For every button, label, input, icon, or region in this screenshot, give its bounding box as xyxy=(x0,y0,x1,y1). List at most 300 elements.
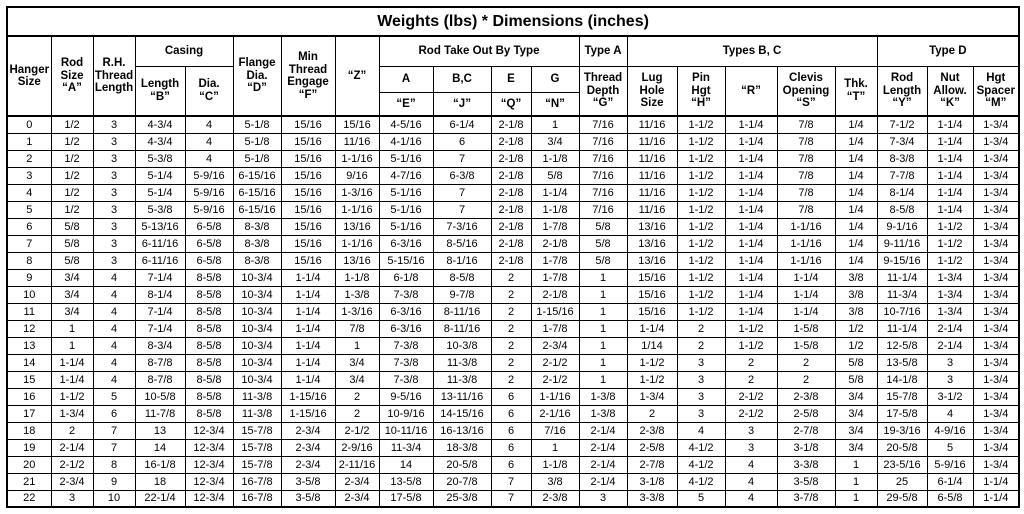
cell-r: 1-1/4 xyxy=(725,150,777,167)
cell-clevis-opening: 1-1/4 xyxy=(777,286,835,303)
cell-min-thread-engage: 1-1/4 xyxy=(281,337,335,354)
table-row xyxy=(7,252,1019,269)
table-row xyxy=(7,269,1019,286)
cell-min-thread-engage: 1-1/4 xyxy=(281,303,335,320)
cell-pin-hgt: 1-1/2 xyxy=(677,201,725,218)
cell-rto-g-n: 2-3/8 xyxy=(531,490,579,507)
table-row xyxy=(7,116,1019,133)
cell-thread-depth: 1 xyxy=(579,303,627,320)
cell-z: 13/16 xyxy=(335,218,379,235)
header-r: “R” xyxy=(725,66,777,116)
cell-z: 2-1/2 xyxy=(335,422,379,439)
cell-rod-length: 23-5/16 xyxy=(877,456,927,473)
cell-rto-a-e: 10-9/16 xyxy=(379,405,433,422)
cell-rod-size: 2-1/2 xyxy=(51,456,93,473)
cell-hanger-size: 16 xyxy=(7,388,51,405)
cell-min-thread-engage: 3-5/8 xyxy=(281,473,335,490)
cell-r: 2-1/2 xyxy=(725,405,777,422)
cell-flange-dia: 6-15/16 xyxy=(233,201,281,218)
header-nut-allow: Nut Allow. “K” xyxy=(927,66,973,116)
cell-casing-dia: 6-5/8 xyxy=(185,218,233,235)
cell-r: 2 xyxy=(725,354,777,371)
cell-casing-length: 10-5/8 xyxy=(135,388,185,405)
cell-r: 1-1/4 xyxy=(725,184,777,201)
cell-casing-dia: 12-3/4 xyxy=(185,439,233,456)
cell-lug-hole-size: 2-7/8 xyxy=(627,456,677,473)
cell-casing-dia: 6-5/8 xyxy=(185,235,233,252)
header-rto-a: A xyxy=(379,66,433,92)
cell-hgt-spacer: 1-3/4 xyxy=(973,337,1019,354)
table-row xyxy=(7,167,1019,184)
cell-thk: 1/4 xyxy=(835,201,877,218)
cell-pin-hgt: 1-1/2 xyxy=(677,133,725,150)
cell-rto-g-n: 1-7/8 xyxy=(531,218,579,235)
cell-clevis-opening: 2-3/8 xyxy=(777,388,835,405)
cell-rod-size: 1-1/4 xyxy=(51,354,93,371)
cell-pin-hgt: 1-1/2 xyxy=(677,286,725,303)
cell-pin-hgt: 5 xyxy=(677,490,725,507)
cell-min-thread-engage: 15/16 xyxy=(281,116,335,133)
cell-clevis-opening: 3-7/8 xyxy=(777,490,835,507)
cell-casing-dia: 8-5/8 xyxy=(185,371,233,388)
cell-rto-a-e: 9-5/16 xyxy=(379,388,433,405)
cell-rto-bc-j: 8-1/16 xyxy=(433,252,491,269)
cell-r: 1-1/4 xyxy=(725,303,777,320)
cell-flange-dia: 6-15/16 xyxy=(233,167,281,184)
cell-r: 1-1/4 xyxy=(725,201,777,218)
header-rto-bc: B,C xyxy=(433,66,491,92)
cell-casing-dia: 12-3/4 xyxy=(185,456,233,473)
cell-thread-depth: 5/8 xyxy=(579,218,627,235)
cell-clevis-opening: 2 xyxy=(777,371,835,388)
cell-r: 2-1/2 xyxy=(725,388,777,405)
cell-nut-allow: 3-1/2 xyxy=(927,388,973,405)
cell-pin-hgt: 1-1/2 xyxy=(677,116,725,133)
cell-rh-thread-length: 3 xyxy=(93,133,135,150)
cell-clevis-opening: 1-1/4 xyxy=(777,303,835,320)
cell-nut-allow: 1-1/4 xyxy=(927,133,973,150)
cell-pin-hgt: 1-1/2 xyxy=(677,218,725,235)
cell-hgt-spacer: 1-3/4 xyxy=(973,439,1019,456)
cell-hgt-spacer: 1-3/4 xyxy=(973,150,1019,167)
cell-flange-dia: 5-1/8 xyxy=(233,133,281,150)
cell-rto-e-q: 2-1/8 xyxy=(491,184,531,201)
cell-pin-hgt: 4 xyxy=(677,422,725,439)
cell-r: 1-1/4 xyxy=(725,116,777,133)
cell-hanger-size: 8 xyxy=(7,252,51,269)
cell-rto-e-q: 6 xyxy=(491,422,531,439)
cell-z: 2-3/4 xyxy=(335,473,379,490)
cell-thread-depth: 2-1/4 xyxy=(579,473,627,490)
cell-rod-length: 11-1/4 xyxy=(877,269,927,286)
cell-flange-dia: 10-3/4 xyxy=(233,354,281,371)
header-rh-thread-length: R.H. Thread Length xyxy=(93,36,135,116)
cell-min-thread-engage: 1-1/4 xyxy=(281,354,335,371)
cell-pin-hgt: 2 xyxy=(677,320,725,337)
cell-thread-depth: 1 xyxy=(579,371,627,388)
cell-rh-thread-length: 6 xyxy=(93,405,135,422)
cell-pin-hgt: 1-1/2 xyxy=(677,252,725,269)
cell-rod-size: 3/4 xyxy=(51,269,93,286)
cell-rto-g-n: 3/8 xyxy=(531,473,579,490)
header-type-d: Type D xyxy=(877,36,1019,66)
cell-casing-dia: 8-5/8 xyxy=(185,286,233,303)
cell-min-thread-engage: 15/16 xyxy=(281,218,335,235)
cell-rto-bc-j: 9-7/8 xyxy=(433,286,491,303)
cell-rto-g-n: 1 xyxy=(531,439,579,456)
cell-flange-dia: 8-3/8 xyxy=(233,252,281,269)
cell-casing-dia: 8-5/8 xyxy=(185,303,233,320)
cell-lug-hole-size: 13/16 xyxy=(627,235,677,252)
cell-min-thread-engage: 1-1/4 xyxy=(281,286,335,303)
cell-hgt-spacer: 1-3/4 xyxy=(973,167,1019,184)
cell-hanger-size: 0 xyxy=(7,116,51,133)
cell-pin-hgt: 2 xyxy=(677,337,725,354)
cell-rto-e-q: 2-1/8 xyxy=(491,218,531,235)
cell-lug-hole-size: 2-3/8 xyxy=(627,422,677,439)
cell-hanger-size: 7 xyxy=(7,235,51,252)
cell-lug-hole-size: 1-1/2 xyxy=(627,371,677,388)
cell-lug-hole-size: 15/16 xyxy=(627,269,677,286)
cell-nut-allow: 6-1/4 xyxy=(927,473,973,490)
cell-rto-a-e: 14 xyxy=(379,456,433,473)
cell-thk: 3/8 xyxy=(835,303,877,320)
header-z: “Z” xyxy=(335,36,379,116)
cell-pin-hgt: 1-1/2 xyxy=(677,303,725,320)
cell-rto-bc-j: 11-3/8 xyxy=(433,371,491,388)
cell-casing-length: 8-7/8 xyxy=(135,371,185,388)
table-row xyxy=(7,473,1019,490)
cell-thread-depth: 7/16 xyxy=(579,167,627,184)
header-rto-g-letter: “N” xyxy=(531,92,579,116)
cell-rod-size: 3/4 xyxy=(51,286,93,303)
cell-thread-depth: 5/8 xyxy=(579,252,627,269)
cell-lug-hole-size: 2 xyxy=(627,405,677,422)
cell-casing-length: 8-1/4 xyxy=(135,286,185,303)
cell-rto-bc-j: 8-5/8 xyxy=(433,269,491,286)
cell-thread-depth: 7/16 xyxy=(579,116,627,133)
cell-min-thread-engage: 15/16 xyxy=(281,150,335,167)
header-rto-a-letter: “E” xyxy=(379,92,433,116)
cell-casing-length: 5-1/4 xyxy=(135,184,185,201)
cell-nut-allow: 1-3/4 xyxy=(927,269,973,286)
cell-z: 15/16 xyxy=(335,116,379,133)
cell-flange-dia: 5-1/8 xyxy=(233,150,281,167)
cell-pin-hgt: 4-1/2 xyxy=(677,456,725,473)
cell-rod-length: 15-7/8 xyxy=(877,388,927,405)
cell-rto-e-q: 2-1/8 xyxy=(491,167,531,184)
cell-lug-hole-size: 11/16 xyxy=(627,150,677,167)
cell-rod-length: 7-3/4 xyxy=(877,133,927,150)
cell-rh-thread-length: 4 xyxy=(93,320,135,337)
cell-hgt-spacer: 1-3/4 xyxy=(973,286,1019,303)
cell-rod-size: 1/2 xyxy=(51,133,93,150)
cell-rod-length: 10-7/16 xyxy=(877,303,927,320)
cell-thk: 1/4 xyxy=(835,116,877,133)
cell-flange-dia: 15-7/8 xyxy=(233,439,281,456)
cell-hanger-size: 15 xyxy=(7,371,51,388)
cell-flange-dia: 10-3/4 xyxy=(233,337,281,354)
cell-casing-length: 7-1/4 xyxy=(135,269,185,286)
cell-rto-bc-j: 13-11/16 xyxy=(433,388,491,405)
cell-min-thread-engage: 2-3/4 xyxy=(281,439,335,456)
cell-clevis-opening: 7/8 xyxy=(777,150,835,167)
cell-rh-thread-length: 10 xyxy=(93,490,135,507)
cell-clevis-opening: 1-1/16 xyxy=(777,252,835,269)
table-row xyxy=(7,490,1019,507)
cell-casing-dia: 8-5/8 xyxy=(185,320,233,337)
cell-min-thread-engage: 1-1/4 xyxy=(281,371,335,388)
cell-lug-hole-size: 13/16 xyxy=(627,218,677,235)
cell-rod-length: 11-3/4 xyxy=(877,286,927,303)
cell-rh-thread-length: 4 xyxy=(93,337,135,354)
cell-rto-bc-j: 14-15/16 xyxy=(433,405,491,422)
cell-rto-g-n: 2-1/16 xyxy=(531,405,579,422)
cell-hgt-spacer: 1-3/4 xyxy=(973,456,1019,473)
cell-z: 3/4 xyxy=(335,354,379,371)
cell-thread-depth: 1-3/8 xyxy=(579,405,627,422)
cell-thk: 5/8 xyxy=(835,354,877,371)
table-row xyxy=(7,354,1019,371)
cell-pin-hgt: 1-1/2 xyxy=(677,150,725,167)
cell-thread-depth: 7/16 xyxy=(579,133,627,150)
table-row xyxy=(7,235,1019,252)
cell-min-thread-engage: 15/16 xyxy=(281,235,335,252)
cell-rod-size: 1 xyxy=(51,337,93,354)
cell-rto-e-q: 2-1/8 xyxy=(491,150,531,167)
header-lug-hole-size: Lug Hole Size xyxy=(627,66,677,116)
cell-nut-allow: 3 xyxy=(927,354,973,371)
cell-flange-dia: 8-3/8 xyxy=(233,235,281,252)
cell-hanger-size: 10 xyxy=(7,286,51,303)
cell-thk: 3/8 xyxy=(835,269,877,286)
cell-thk: 1 xyxy=(835,473,877,490)
cell-rto-a-e: 17-5/8 xyxy=(379,490,433,507)
cell-hgt-spacer: 1-3/4 xyxy=(973,201,1019,218)
cell-min-thread-engage: 15/16 xyxy=(281,201,335,218)
cell-r: 1-1/4 xyxy=(725,252,777,269)
header-hanger-size: Hanger Size xyxy=(7,36,51,116)
cell-rh-thread-length: 7 xyxy=(93,439,135,456)
cell-casing-length: 8-7/8 xyxy=(135,354,185,371)
cell-lug-hole-size: 2-5/8 xyxy=(627,439,677,456)
cell-flange-dia: 8-3/8 xyxy=(233,218,281,235)
table-row xyxy=(7,218,1019,235)
cell-rto-e-q: 2 xyxy=(491,337,531,354)
cell-flange-dia: 16-7/8 xyxy=(233,490,281,507)
cell-hanger-size: 22 xyxy=(7,490,51,507)
cell-rh-thread-length: 7 xyxy=(93,422,135,439)
cell-z: 1-3/16 xyxy=(335,184,379,201)
cell-rto-a-e: 13-5/8 xyxy=(379,473,433,490)
cell-z: 11/16 xyxy=(335,133,379,150)
cell-z: 1-3/8 xyxy=(335,286,379,303)
cell-min-thread-engage: 15/16 xyxy=(281,184,335,201)
cell-rto-a-e: 4-5/16 xyxy=(379,116,433,133)
cell-pin-hgt: 3 xyxy=(677,405,725,422)
cell-rto-a-e: 6-3/16 xyxy=(379,303,433,320)
cell-rto-g-n: 5/8 xyxy=(531,167,579,184)
cell-clevis-opening: 1-5/8 xyxy=(777,337,835,354)
cell-rod-length: 20-5/8 xyxy=(877,439,927,456)
cell-r: 3 xyxy=(725,422,777,439)
cell-rto-g-n: 1-1/8 xyxy=(531,456,579,473)
header-thread-depth: Thread Depth “G” xyxy=(579,66,627,116)
cell-rto-a-e: 5-1/16 xyxy=(379,201,433,218)
cell-lug-hole-size: 11/16 xyxy=(627,133,677,150)
cell-min-thread-engage: 15/16 xyxy=(281,167,335,184)
cell-casing-dia: 8-5/8 xyxy=(185,405,233,422)
cell-clevis-opening: 1-5/8 xyxy=(777,320,835,337)
cell-rto-a-e: 7-3/8 xyxy=(379,286,433,303)
cell-thk: 3/8 xyxy=(835,286,877,303)
cell-rto-g-n: 1-1/8 xyxy=(531,201,579,218)
cell-nut-allow: 2-1/4 xyxy=(927,320,973,337)
cell-rod-size: 1/2 xyxy=(51,150,93,167)
cell-rod-size: 5/8 xyxy=(51,235,93,252)
cell-rto-e-q: 7 xyxy=(491,473,531,490)
cell-clevis-opening: 3-1/8 xyxy=(777,439,835,456)
cell-clevis-opening: 1-1/16 xyxy=(777,235,835,252)
header-types-bc: Types B, C xyxy=(627,36,877,66)
cell-nut-allow: 5 xyxy=(927,439,973,456)
cell-lug-hole-size: 1-1/4 xyxy=(627,320,677,337)
cell-rod-length: 11-1/4 xyxy=(877,320,927,337)
cell-rto-e-q: 7 xyxy=(491,490,531,507)
cell-thread-depth: 1 xyxy=(579,320,627,337)
cell-rto-a-e: 5-1/16 xyxy=(379,184,433,201)
table-title: Weights (lbs) * Dimensions (inches) xyxy=(7,7,1019,36)
cell-min-thread-engage: 2-3/4 xyxy=(281,456,335,473)
cell-thk: 3/4 xyxy=(835,422,877,439)
cell-rh-thread-length: 9 xyxy=(93,473,135,490)
cell-hgt-spacer: 1-3/4 xyxy=(973,133,1019,150)
cell-rto-bc-j: 18-3/8 xyxy=(433,439,491,456)
cell-thk: 1/2 xyxy=(835,337,877,354)
cell-clevis-opening: 7/8 xyxy=(777,116,835,133)
cell-rod-size: 1-1/4 xyxy=(51,371,93,388)
cell-rto-g-n: 7/16 xyxy=(531,422,579,439)
header-rod-take-out: Rod Take Out By Type xyxy=(379,36,579,66)
cell-rto-bc-j: 7 xyxy=(433,150,491,167)
cell-thk: 1/4 xyxy=(835,252,877,269)
cell-thk: 3/4 xyxy=(835,439,877,456)
cell-rto-a-e: 7-3/8 xyxy=(379,371,433,388)
cell-hgt-spacer: 1-1/4 xyxy=(973,490,1019,507)
cell-hanger-size: 1 xyxy=(7,133,51,150)
cell-z: 3/4 xyxy=(335,371,379,388)
cell-pin-hgt: 1-1/2 xyxy=(677,167,725,184)
cell-thk: 1/4 xyxy=(835,184,877,201)
cell-rto-bc-j: 6-1/4 xyxy=(433,116,491,133)
cell-hgt-spacer: 1-3/4 xyxy=(973,218,1019,235)
cell-nut-allow: 2-1/4 xyxy=(927,337,973,354)
cell-rto-a-e: 6-3/16 xyxy=(379,235,433,252)
cell-rto-e-q: 2-1/8 xyxy=(491,201,531,218)
cell-rto-a-e: 5-1/16 xyxy=(379,218,433,235)
table-row xyxy=(7,201,1019,218)
cell-rto-bc-j: 8-5/16 xyxy=(433,235,491,252)
cell-hgt-spacer: 1-3/4 xyxy=(973,303,1019,320)
cell-thk: 5/8 xyxy=(835,371,877,388)
cell-r: 1-1/4 xyxy=(725,269,777,286)
cell-hgt-spacer: 1-3/4 xyxy=(973,184,1019,201)
table-row xyxy=(7,303,1019,320)
cell-min-thread-engage: 2-3/4 xyxy=(281,422,335,439)
cell-pin-hgt: 1-1/2 xyxy=(677,269,725,286)
cell-casing-dia: 4 xyxy=(185,150,233,167)
cell-rod-length: 7-1/2 xyxy=(877,116,927,133)
cell-rh-thread-length: 3 xyxy=(93,184,135,201)
cell-casing-length: 5-3/8 xyxy=(135,150,185,167)
cell-z: 1-3/16 xyxy=(335,303,379,320)
cell-r: 3 xyxy=(725,439,777,456)
cell-r: 1-1/2 xyxy=(725,320,777,337)
table-body xyxy=(7,116,1019,507)
cell-z: 2 xyxy=(335,405,379,422)
cell-pin-hgt: 3 xyxy=(677,354,725,371)
cell-casing-length: 7-1/4 xyxy=(135,320,185,337)
cell-casing-length: 11-7/8 xyxy=(135,405,185,422)
cell-rod-length: 17-5/8 xyxy=(877,405,927,422)
cell-nut-allow: 3 xyxy=(927,371,973,388)
cell-rod-size: 1-1/2 xyxy=(51,388,93,405)
cell-z: 1-1/8 xyxy=(335,269,379,286)
cell-lug-hole-size: 13/16 xyxy=(627,252,677,269)
cell-pin-hgt: 4-1/2 xyxy=(677,473,725,490)
cell-hanger-size: 21 xyxy=(7,473,51,490)
cell-hgt-spacer: 1-3/4 xyxy=(973,252,1019,269)
cell-rto-e-q: 2-1/8 xyxy=(491,252,531,269)
cell-rto-a-e: 5-1/16 xyxy=(379,150,433,167)
cell-rto-g-n: 1-1/4 xyxy=(531,184,579,201)
cell-rto-g-n: 1 xyxy=(531,116,579,133)
cell-casing-length: 16-1/8 xyxy=(135,456,185,473)
cell-z: 2-11/16 xyxy=(335,456,379,473)
cell-rto-g-n: 1-7/8 xyxy=(531,269,579,286)
cell-r: 1-1/4 xyxy=(725,167,777,184)
table-row xyxy=(7,371,1019,388)
cell-rto-g-n: 1-15/16 xyxy=(531,303,579,320)
cell-casing-length: 5-3/8 xyxy=(135,201,185,218)
cell-lug-hole-size: 15/16 xyxy=(627,286,677,303)
cell-thread-depth: 2-1/4 xyxy=(579,456,627,473)
cell-casing-dia: 8-5/8 xyxy=(185,388,233,405)
cell-clevis-opening: 2 xyxy=(777,354,835,371)
cell-thread-depth: 1 xyxy=(579,286,627,303)
cell-rod-size: 3/4 xyxy=(51,303,93,320)
cell-hanger-size: 14 xyxy=(7,354,51,371)
cell-min-thread-engage: 1-15/16 xyxy=(281,405,335,422)
cell-r: 4 xyxy=(725,490,777,507)
cell-rto-bc-j: 16-13/16 xyxy=(433,422,491,439)
cell-rto-e-q: 6 xyxy=(491,405,531,422)
cell-nut-allow: 4-9/16 xyxy=(927,422,973,439)
cell-r: 1-1/4 xyxy=(725,235,777,252)
cell-rto-g-n: 1-7/8 xyxy=(531,320,579,337)
header-thk: Thk. “T” xyxy=(835,66,877,116)
cell-rto-g-n: 1-1/16 xyxy=(531,388,579,405)
header-casing-length: Length “B” xyxy=(135,66,185,116)
cell-casing-length: 18 xyxy=(135,473,185,490)
cell-hanger-size: 20 xyxy=(7,456,51,473)
cell-hgt-spacer: 1-3/4 xyxy=(973,354,1019,371)
cell-rto-bc-j: 11-3/8 xyxy=(433,354,491,371)
cell-rod-size: 2 xyxy=(51,422,93,439)
cell-casing-length: 4-3/4 xyxy=(135,133,185,150)
cell-z: 1-1/16 xyxy=(335,235,379,252)
cell-casing-dia: 8-5/8 xyxy=(185,354,233,371)
